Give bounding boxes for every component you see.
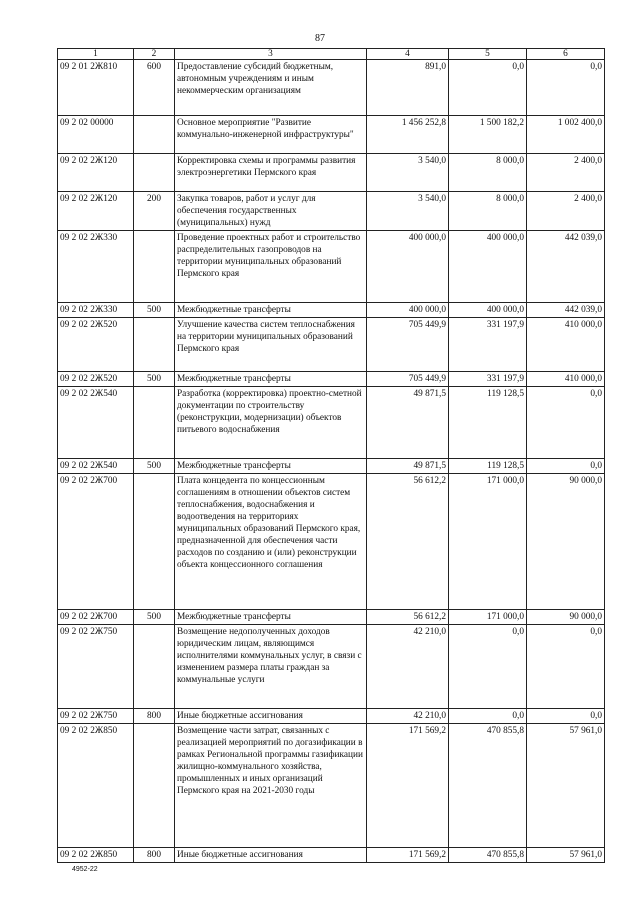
table-row — [58, 318, 605, 372]
amount-cell: 49 871,5 — [367, 387, 449, 459]
expense-type-cell — [134, 154, 175, 192]
expense-type-cell: 500 — [134, 303, 175, 318]
amount-cell: 0,0 — [527, 60, 605, 116]
amount-cell: 0,0 — [527, 387, 605, 459]
amount-cell: 1 500 182,2 — [449, 116, 527, 154]
item-name-cell: Предоставление субсидий бюджетным, автономным учреждениям и иным некоммерческим организациям — [175, 60, 367, 116]
column-header: 2 — [134, 49, 175, 60]
item-name-cell: Возмещение части затрат, связанных с реализацией мероприятий по догазификации в рамках Региональной программы газификации жилищно-коммунального хозяйства, промышленных и иных организаций Пермского края на 2021-2030 годы — [175, 724, 367, 848]
amount-cell: 171 000,0 — [449, 610, 527, 625]
column-header: 1 — [58, 49, 134, 60]
expense-type-cell — [134, 474, 175, 610]
document-id: 4952-22 — [72, 866, 98, 873]
amount-cell: 56 612,2 — [367, 610, 449, 625]
amount-cell: 3 540,0 — [367, 154, 449, 192]
amount-cell: 470 855,8 — [449, 848, 527, 863]
amount-cell: 90 000,0 — [527, 474, 605, 610]
amount-cell: 8 000,0 — [449, 192, 527, 231]
kbk-code-cell: 09 2 02 2Ж120 — [58, 154, 134, 192]
kbk-code-cell: 09 2 02 00000 — [58, 116, 134, 154]
amount-cell: 891,0 — [367, 60, 449, 116]
amount-cell: 400 000,0 — [367, 231, 449, 303]
item-name-cell: Проведение проектных работ и строительство распределительных газопроводов на территории муниципальных образований Пермского края — [175, 231, 367, 303]
kbk-code-cell: 09 2 02 2Ж850 — [58, 724, 134, 848]
kbk-code-cell: 09 2 02 2Ж850 — [58, 848, 134, 863]
kbk-code-cell: 09 2 01 2Ж810 — [58, 60, 134, 116]
expense-type-cell — [134, 231, 175, 303]
item-name-cell: Иные бюджетные ассигнования — [175, 848, 367, 863]
column-header: 3 — [175, 49, 367, 60]
table-row — [58, 154, 605, 192]
table-row — [58, 459, 605, 474]
expense-type-cell: 800 — [134, 848, 175, 863]
kbk-code-cell: 09 2 02 2Ж750 — [58, 625, 134, 709]
kbk-code-cell: 09 2 02 2Ж700 — [58, 474, 134, 610]
amount-cell: 0,0 — [449, 709, 527, 724]
amount-cell: 56 612,2 — [367, 474, 449, 610]
amount-cell: 49 871,5 — [367, 459, 449, 474]
amount-cell: 57 961,0 — [527, 848, 605, 863]
amount-cell: 0,0 — [527, 625, 605, 709]
amount-cell: 57 961,0 — [527, 724, 605, 848]
kbk-code-cell: 09 2 02 2Ж700 — [58, 610, 134, 625]
item-name-cell: Иные бюджетные ассигнования — [175, 709, 367, 724]
item-name-cell: Межбюджетные трансферты — [175, 610, 367, 625]
table-row — [58, 474, 605, 610]
expense-type-cell — [134, 318, 175, 372]
amount-cell: 442 039,0 — [527, 231, 605, 303]
amount-cell: 0,0 — [527, 459, 605, 474]
kbk-code-cell: 09 2 02 2Ж330 — [58, 231, 134, 303]
amount-cell: 410 000,0 — [527, 372, 605, 387]
amount-cell: 400 000,0 — [449, 303, 527, 318]
item-name-cell: Межбюджетные трансферты — [175, 459, 367, 474]
amount-cell: 470 855,8 — [449, 724, 527, 848]
table-row — [58, 625, 605, 709]
amount-cell: 331 197,9 — [449, 318, 527, 372]
amount-cell: 2 400,0 — [527, 154, 605, 192]
amount-cell: 3 540,0 — [367, 192, 449, 231]
amount-cell: 8 000,0 — [449, 154, 527, 192]
amount-cell: 119 128,5 — [449, 459, 527, 474]
amount-cell: 0,0 — [449, 625, 527, 709]
item-name-cell: Улучшение качества систем теплоснабжения на территории муниципальных образований Пермского края — [175, 318, 367, 372]
amount-cell: 2 400,0 — [527, 192, 605, 231]
amount-cell: 171 569,2 — [367, 848, 449, 863]
expense-type-cell — [134, 387, 175, 459]
amount-cell: 331 197,9 — [449, 372, 527, 387]
amount-cell: 0,0 — [449, 60, 527, 116]
table-row — [58, 60, 605, 116]
amount-cell: 119 128,5 — [449, 387, 527, 459]
expense-type-cell: 200 — [134, 192, 175, 231]
table-row — [58, 116, 605, 154]
amount-cell: 705 449,9 — [367, 318, 449, 372]
expense-type-cell: 500 — [134, 372, 175, 387]
expense-type-cell: 500 — [134, 459, 175, 474]
kbk-code-cell: 09 2 02 2Ж750 — [58, 709, 134, 724]
item-name-cell: Межбюджетные трансферты — [175, 303, 367, 318]
amount-cell: 42 210,0 — [367, 709, 449, 724]
item-name-cell: Плата концедента по концессионным соглашениям в отношении объектов систем теплоснабжения, водоснабжения и водоотведения на территориях муниципальных образований Пермского края, предназначенной для обеспечения части расходов по созданию и (или) реконструкции объекта концессионного соглашения — [175, 474, 367, 610]
budget-table — [57, 48, 605, 863]
table-row — [58, 387, 605, 459]
kbk-code-cell: 09 2 02 2Ж520 — [58, 318, 134, 372]
item-name-cell: Корректировка схемы и программы развития электроэнергетики Пермского края — [175, 154, 367, 192]
table-row — [58, 848, 605, 863]
amount-cell: 42 210,0 — [367, 625, 449, 709]
page-number: 87 — [315, 33, 325, 44]
kbk-code-cell: 09 2 02 2Ж540 — [58, 459, 134, 474]
item-name-cell: Разработка (корректировка) проектно-сметной документации по строительству (реконструкции, модернизации) объектов питьевого водоснабжения — [175, 387, 367, 459]
table-row — [58, 231, 605, 303]
expense-type-cell: 800 — [134, 709, 175, 724]
amount-cell: 0,0 — [527, 709, 605, 724]
amount-cell: 400 000,0 — [449, 231, 527, 303]
table-row — [58, 709, 605, 724]
kbk-code-cell: 09 2 02 2Ж330 — [58, 303, 134, 318]
table-row — [58, 610, 605, 625]
column-header: 5 — [449, 49, 527, 60]
amount-cell: 1 456 252,8 — [367, 116, 449, 154]
amount-cell: 1 002 400,0 — [527, 116, 605, 154]
amount-cell: 171 000,0 — [449, 474, 527, 610]
expense-type-cell: 500 — [134, 610, 175, 625]
item-name-cell: Межбюджетные трансферты — [175, 372, 367, 387]
amount-cell: 442 039,0 — [527, 303, 605, 318]
amount-cell: 705 449,9 — [367, 372, 449, 387]
kbk-code-cell: 09 2 02 2Ж520 — [58, 372, 134, 387]
item-name-cell: Закупка товаров, работ и услуг для обеспечения государственных (муниципальных) нужд — [175, 192, 367, 231]
item-name-cell: Основное мероприятие "Развитие коммунально-инженерной инфраструктуры" — [175, 116, 367, 154]
column-header: 4 — [367, 49, 449, 60]
amount-cell: 90 000,0 — [527, 610, 605, 625]
kbk-code-cell: 09 2 02 2Ж540 — [58, 387, 134, 459]
amount-cell: 400 000,0 — [367, 303, 449, 318]
table-row — [58, 372, 605, 387]
table-row — [58, 192, 605, 231]
amount-cell: 171 569,2 — [367, 724, 449, 848]
table-row — [58, 724, 605, 848]
table-row — [58, 303, 605, 318]
expense-type-cell — [134, 116, 175, 154]
table-header-row — [58, 49, 605, 60]
expense-type-cell — [134, 724, 175, 848]
column-header: 6 — [527, 49, 605, 60]
expense-type-cell — [134, 625, 175, 709]
item-name-cell: Возмещение недополученных доходов юридическим лицам, являющимся исполнителями коммунальных услуг, в связи с изменением размера платы граждан за коммунальные услуги — [175, 625, 367, 709]
kbk-code-cell: 09 2 02 2Ж120 — [58, 192, 134, 231]
expense-type-cell: 600 — [134, 60, 175, 116]
amount-cell: 410 000,0 — [527, 318, 605, 372]
